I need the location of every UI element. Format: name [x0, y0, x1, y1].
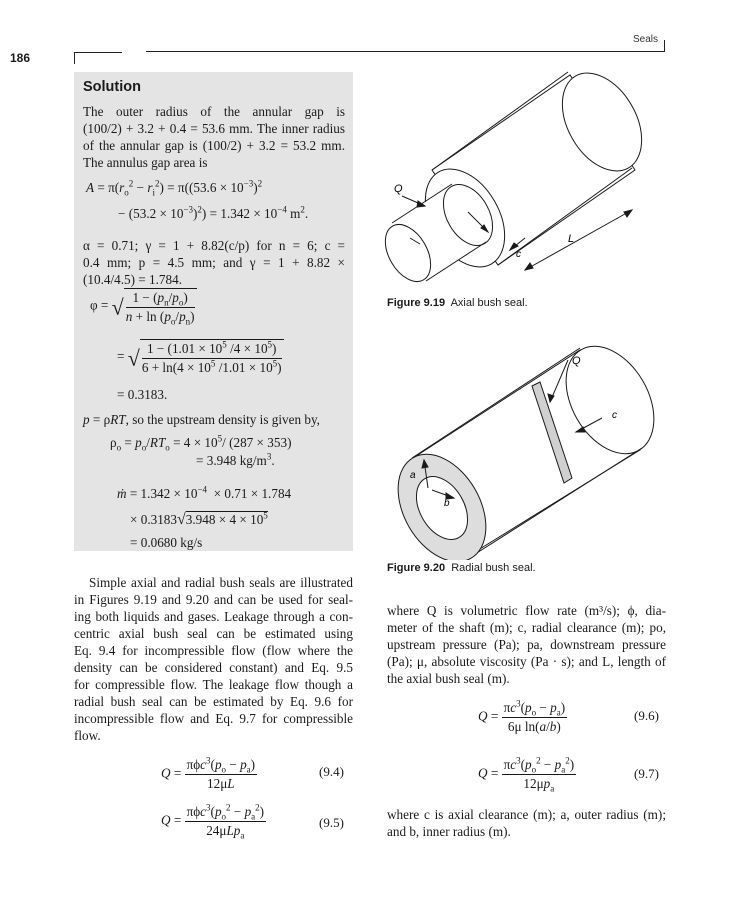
figure-9-19-caption: [387, 297, 528, 309]
equation-9-5: Q = $\frac{\pi\phi c^3(p_o^2 - p_a^2)}{24\mu Lp_a}$: [161, 802, 265, 841]
header-rule-right-tick: [664, 40, 665, 52]
mdot-result: = 0.0680 kg/s: [130, 535, 203, 550]
body-right-line: upstream pressure (Pa); pa, downstream pressure: [387, 637, 666, 652]
body-right-line: the axial bush seal (m).: [387, 671, 510, 686]
fig20-label-c: c: [612, 410, 617, 421]
rho-value-text: = 3.948 kg/m: [196, 453, 267, 468]
page-number: 186: [10, 51, 31, 65]
body-left-line: Eq. 9.4 for incompressible flow (flow where the: [74, 643, 353, 658]
phi-result: = 0.3183.: [117, 387, 168, 402]
equation-9-7: Q = $\frac{\pi c^3(p_o^2 - p_a^2)}{12\mu p_a}$: [478, 755, 575, 794]
header-rule-left-tick: [74, 52, 75, 64]
body-left-line: radial bush seal can be estimated by Eq. 9.6 for: [74, 694, 353, 709]
equation-9-6-number: (9.6): [634, 708, 659, 723]
mdot-equation-line1: ṁ = $1.342 \times 10^{-4} \times 0.71 \times 1.784$: [117, 484, 292, 501]
equation-9-4-number: (9.4): [319, 764, 344, 779]
params-line: (10.4/4.5) = 1.784.: [83, 272, 183, 287]
figure-9-19-caption-text: Axial bush seal.: [450, 297, 528, 309]
fig20-label-a: a: [410, 470, 416, 481]
running-head: Seals: [632, 34, 658, 45]
body-left-line: Simple axial and radial bush seals are illustrated: [89, 575, 353, 590]
figure-9-20-caption-text: Radial bush seal.: [451, 562, 536, 574]
figure-9-20-label: Figure 9.20: [387, 562, 446, 574]
density-intro-text: so the upstream density is given by,: [132, 412, 320, 427]
equation-9-4: Q = $\frac{\pi\phi c^3(p_o - p_a)}{12\mu L}$: [161, 755, 256, 791]
body-left-line: for compressible flow. The leakage flow though a: [74, 677, 353, 692]
body-left-line: incompressible flow and Eq. 9.7 for compressible: [74, 711, 353, 726]
density-intro: p = ρRT, so the upstream density is given by,: [83, 412, 320, 427]
params-line: α = 0.71; γ = 1 + 8.82(c/p) for n = 6; c =: [83, 238, 345, 253]
rho-equation: $\rho_o = p_o/RT_o = 4 \times 10^5/$ (287 × 353): [110, 433, 292, 453]
fig20-label-q: Q: [572, 355, 581, 367]
area-equation-line2: − $(53.2 \times 10^{-3})^2) = 1.342 \times 10^{-4}$ $m^2$.: [118, 204, 309, 221]
fig19-label-l: L: [568, 233, 575, 245]
fig19-label-c: c: [516, 249, 521, 260]
fig20-label-b: b: [444, 498, 450, 509]
equation-9-7-number: (9.7): [634, 766, 659, 781]
solution-intro-line: The annulus gap area is: [83, 155, 208, 170]
mdot-equation-line2: × $0.3183√3.948 \times 4 \times 10^5$: [130, 510, 268, 528]
body-left-line: flow.: [74, 728, 101, 743]
rho-value: = 3.948 $kg/m^3$.: [196, 451, 275, 468]
body-left-line: ing both liquids and gases. Leakage through a con-: [74, 609, 353, 624]
body-left-line: density can be considered constant) and Eq. 9.5: [74, 660, 353, 675]
body-right-line2: where c is axial clearance (m); a, outer radius (m);: [387, 807, 666, 822]
phi-numeric: = √ $\frac{1 - (1.01 \times 10^5 /4 \times 10^5)}{6 + \ln(4 \times 10^5 /1.01 \times 10^5)}$: [117, 339, 282, 375]
equation-9-6: Q = $\frac{\pi c^3(p_o - p_a)}{\text{6μ ln(a/b)}}$: [478, 698, 566, 734]
solution-intro-line: (100/2) + 3.2 + 0.4 = 53.6 mm. The inner radius: [83, 121, 345, 136]
solution-intro-line: of the annular gap is (100/2) + 3.2 = 53.2 mm.: [83, 138, 345, 153]
figure-9-19-label: Figure 9.19: [387, 297, 446, 309]
equation-9-5-number: (9.5): [319, 815, 344, 830]
figure-9-20-radial-bush-seal: [380, 320, 670, 560]
body-right-line: (Pa); μ, absolute viscosity (Pa · s); and L, length of: [387, 654, 666, 669]
solution-title: Solution: [83, 79, 141, 95]
solution-intro-line: The outer radius of the annular gap is: [83, 104, 345, 119]
phi-equation: φ = √ $\frac{1 - (p_n/p_o)}{n + \ln (p_o/p_n)}$: [90, 290, 195, 327]
body-left-line: in Figures 9.19 and 9.20 and can be used for seal-: [74, 592, 353, 607]
figure-9-20-caption: [387, 562, 536, 574]
fig19-label-q: Q: [394, 183, 403, 195]
body-right-line: meter of the shaft (m); c, radial clearance (m); po,: [387, 620, 666, 635]
header-rule-left: [74, 52, 122, 53]
header-rule-right: [146, 51, 664, 52]
body-right-line: where Q is volumetric flow rate (m³/s); ϕ, dia-: [387, 603, 666, 618]
figure-9-19-axial-bush-seal: [380, 60, 660, 290]
body-right-line2: and b, inner radius (m).: [387, 824, 511, 839]
params-line: 0.4 mm; p = 4.5 mm; and γ = 1 + 8.82 ×: [83, 255, 345, 270]
area-equation-line1: $A = \pi(r_o^2 - r_i^2) = \pi((53.6 \times 10^{-3})^2$: [86, 178, 263, 198]
body-left-line: centric axial bush seal can be estimated using: [74, 626, 353, 641]
